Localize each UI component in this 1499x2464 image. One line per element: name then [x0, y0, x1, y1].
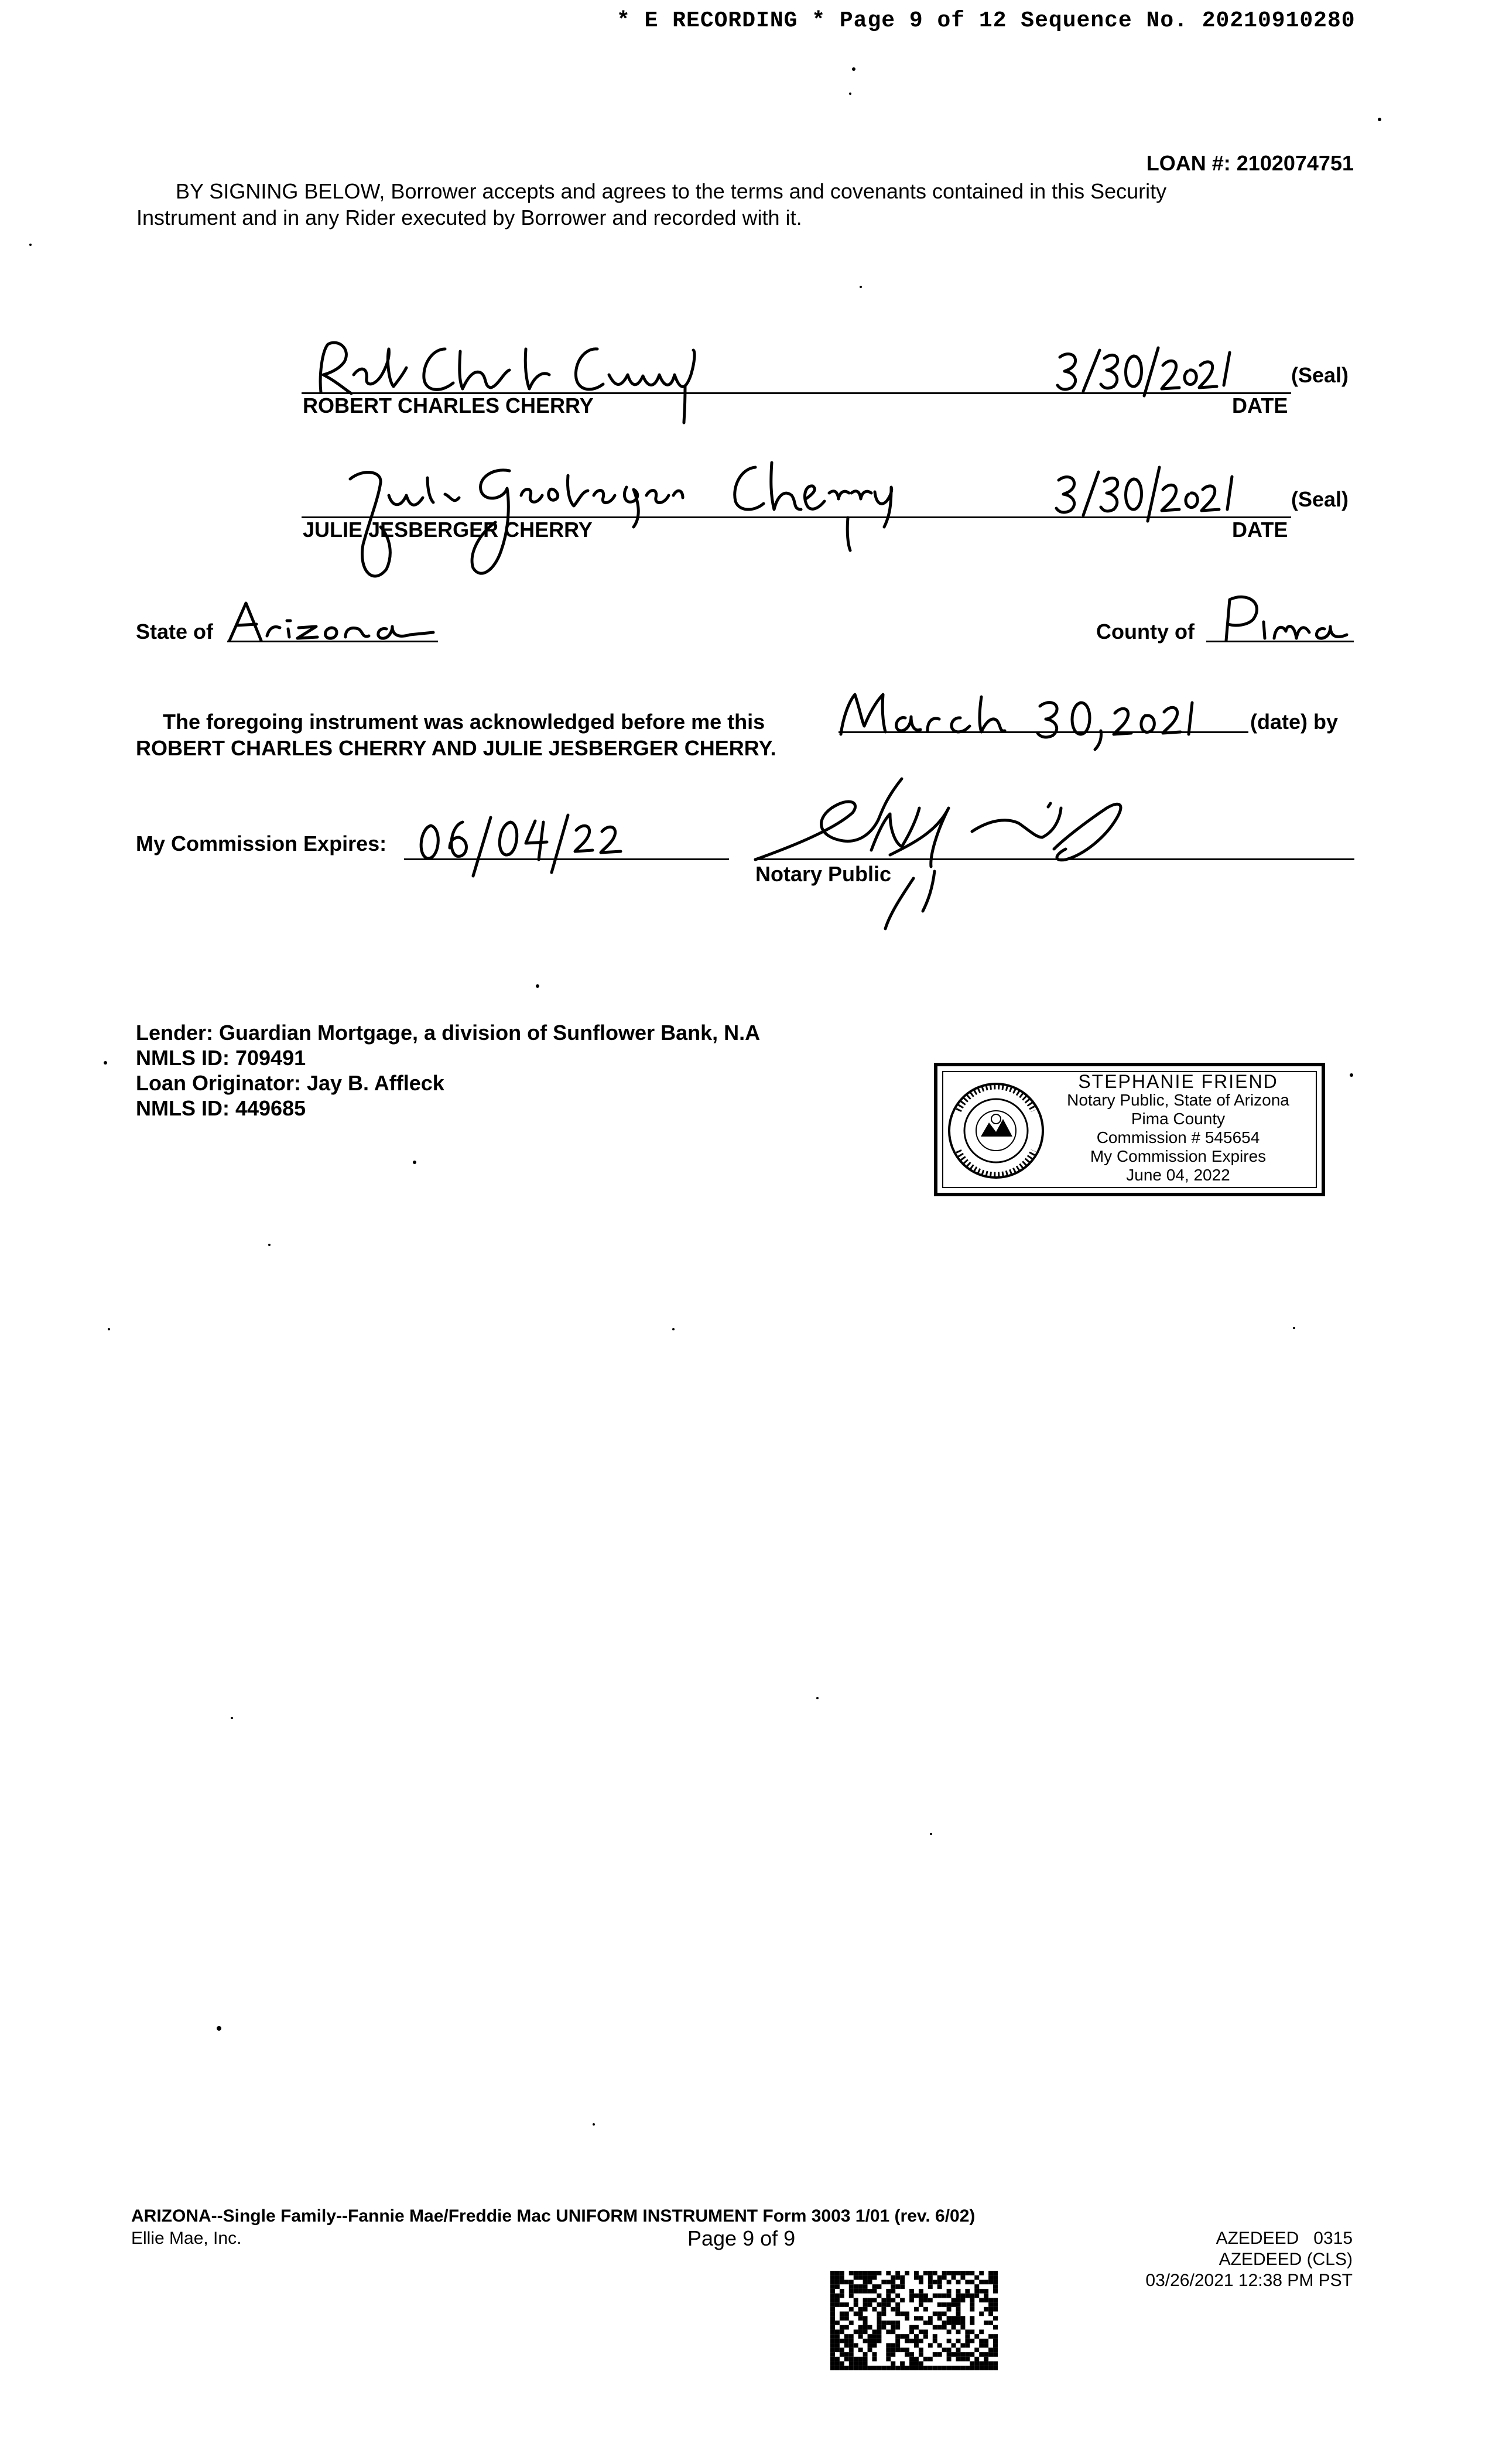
recording-header: * E RECORDING * Page 9 of 12 Sequence No. 20210910280 — [617, 8, 1356, 33]
lender-line-1: Lender: Guardian Mortgage, a division of Sunflower Bank, N.A — [136, 1021, 761, 1045]
footer-timestamp: 03/26/2021 12:38 PM PST — [1145, 2271, 1353, 2290]
seal-line-6: June 04, 2022 — [1126, 1166, 1230, 1184]
seal-line-3: Pima County — [1131, 1110, 1226, 1128]
ack-line-2: ROBERT CHARLES CHERRY AND JULIE JESBERGER CHERRY. — [136, 736, 776, 760]
signer-name-robert: ROBERT CHARLES CHERRY — [303, 393, 594, 417]
commission-label: My Commission Expires: — [136, 831, 387, 855]
seal-label-robert: (Seal) — [1291, 363, 1349, 387]
date-label-julie: DATE — [1232, 518, 1288, 542]
state-label: State of — [136, 620, 214, 644]
footer-page-number: Page 9 of 9 — [687, 2226, 796, 2250]
notary-public-label: Notary Public — [755, 862, 892, 886]
footer-code-2: AZEDEED (CLS) — [1219, 2250, 1353, 2269]
seal-label-julie: (Seal) — [1291, 487, 1349, 511]
lender-line-4: NMLS ID: 449685 — [136, 1096, 306, 1120]
seal-line-2: Notary Public, State of Arizona — [1067, 1091, 1289, 1109]
footer-form-title: ARIZONA--Single Family--Fannie Mae/Freddie Mac UNIFORM INSTRUMENT Form 3003 1/01 (rev. 6/02) — [131, 2206, 976, 2226]
date-label-robert: DATE — [1232, 393, 1288, 417]
ack-line-1: The foregoing instrument was acknowledged before me this — [163, 710, 765, 734]
seal-line-5: My Commission Expires — [1090, 1147, 1267, 1165]
lender-line-2: NMLS ID: 709491 — [136, 1046, 306, 1070]
seal-notary-name: STEPHANIE FRIEND — [1078, 1071, 1278, 1092]
footer-company: Ellie Mae, Inc. — [131, 2229, 242, 2248]
seal-line-4: Commission # 545654 — [1096, 1128, 1260, 1147]
ack-date-suffix: (date) by — [1250, 710, 1339, 734]
footer-code-1: AZEDEED 0315 — [1216, 2229, 1353, 2248]
signer-name-julie: JULIE JESBERGER CHERRY — [303, 518, 593, 542]
intro-line-1: BY SIGNING BELOW, Borrower accepts and agrees to the terms and covenants contained in this Security — [176, 179, 1167, 203]
lender-line-3: Loan Originator: Jay B. Affleck — [136, 1071, 444, 1095]
intro-line-2: Instrument and in any Rider executed by Borrower and recorded with it. — [136, 206, 802, 230]
county-label: County of — [1096, 620, 1195, 644]
loan-number: LOAN #: 2102074751 — [1146, 151, 1354, 175]
